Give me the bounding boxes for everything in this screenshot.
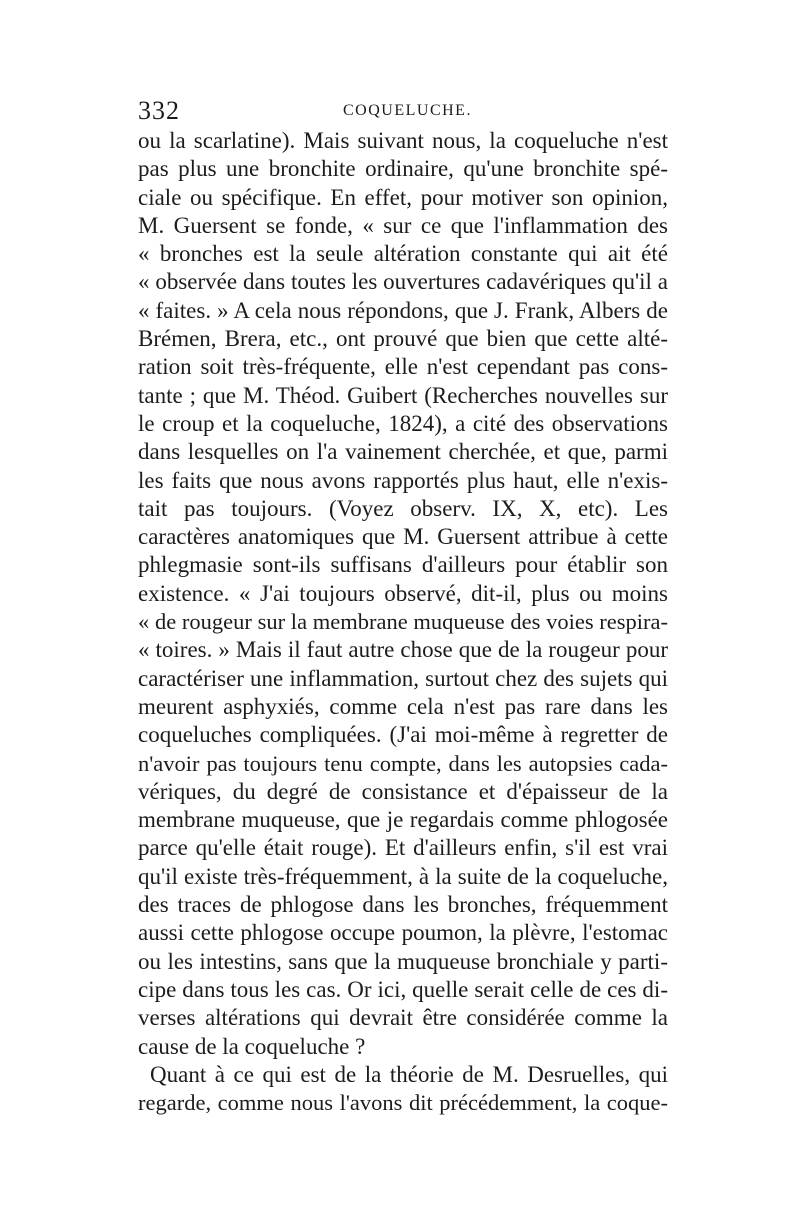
text-line: caractériser une inflammation, surtout chez des sujets qui — [138, 665, 668, 691]
text-line: ou les intestins, sans que la muqueuse bronchiale y parti- — [138, 948, 668, 974]
text-line: ciale ou spécifique. En effet, pour motiver son opinion, — [138, 184, 668, 210]
text-line: coqueluches compliquées. (J'ai moi-même à regretter de — [138, 722, 668, 748]
text-line: vériques, du degré de consistance et d'épaisseur de la — [138, 778, 668, 804]
text-line: des traces de phlogose dans les bronches, fréquemment — [138, 892, 668, 918]
text-line: « de rougeur sur la membrane muqueuse des voies respira- — [138, 609, 668, 635]
text-line: existence. « J'ai toujours observé, dit-il, plus ou moins — [138, 580, 668, 606]
text-line: pas plus une bronchite ordinaire, qu'une bronchite spé- — [138, 156, 668, 182]
page-header — [138, 96, 678, 126]
text-line: meurent asphyxiés, comme cela n'est pas rare dans les — [138, 693, 668, 719]
text-line: Brémen, Brera, etc., ont prouvé que bien que cette alté- — [138, 326, 668, 352]
text-line: phlegmasie sont-ils suffisans d'ailleurs pour établir son — [138, 552, 668, 578]
text-line: « faites. » A cela nous répondons, que J. Frank, Albers de — [138, 297, 668, 323]
text-line: caractères anatomiques que M. Guersent attribue à cette — [138, 524, 668, 550]
page-number: 332 — [138, 96, 180, 125]
text-line: dans lesquelles on l'a vainement cherchée, et que, parmi — [138, 439, 668, 465]
running-title: COQUELUCHE. — [343, 102, 472, 119]
text-line: parce qu'elle était rouge). Et d'ailleurs enfin, s'il est vrai — [138, 835, 668, 861]
text-line: regarde, comme nous l'avons dit précédemment, la coque- — [138, 1090, 668, 1116]
text-line: ration soit très-fréquente, elle n'est cependant pas cons- — [138, 354, 668, 380]
text-line: membrane muqueuse, que je regardais comme phlogosée — [138, 807, 668, 833]
text-line: ou la scarlatine). Mais suivant nous, la coqueluche n'est — [138, 128, 668, 153]
text-line: cipe dans tous les cas. Or ici, quelle serait celle de ces di- — [138, 976, 668, 1002]
text-line: qu'il existe très-fréquemment, à la suite de la coqueluche, — [138, 863, 668, 889]
body-text — [138, 127, 668, 1117]
text-line: tante ; que M. Théod. Guibert (Recherches nouvelles sur — [138, 382, 668, 408]
paragraph-end-line: cause de la coqueluche ? — [138, 1033, 366, 1059]
text-line: M. Guersent se fonde, « sur ce que l'inflammation des — [138, 212, 668, 238]
text-line: n'avoir pas toujours tenu compte, dans les autopsies cada- — [138, 750, 668, 776]
text-line: verses altérations qui devrait être considérée comme la — [138, 1005, 668, 1031]
text-line: « bronches est la seule altération constante qui ait été — [138, 241, 668, 267]
text-line: tait pas toujours. (Voyez observ. IX, X, etc). Les — [138, 495, 668, 521]
text-line: le croup et la coqueluche, 1824), a cité des observations — [138, 410, 668, 436]
text-line: « toires. » Mais il faut autre chose que de la rougeur pour — [138, 637, 668, 663]
text-line: aussi cette phlogose occupe poumon, la plèvre, l'estomac — [138, 920, 668, 946]
paragraph-start-line: Quant à ce qui est de la théorie de M. Desruelles, qui — [150, 1061, 668, 1087]
text-line: les faits que nous avons rapportés plus haut, elle n'exis- — [138, 467, 668, 493]
text-line: « observée dans toutes les ouvertures cadavériques qu'il a — [138, 269, 668, 295]
